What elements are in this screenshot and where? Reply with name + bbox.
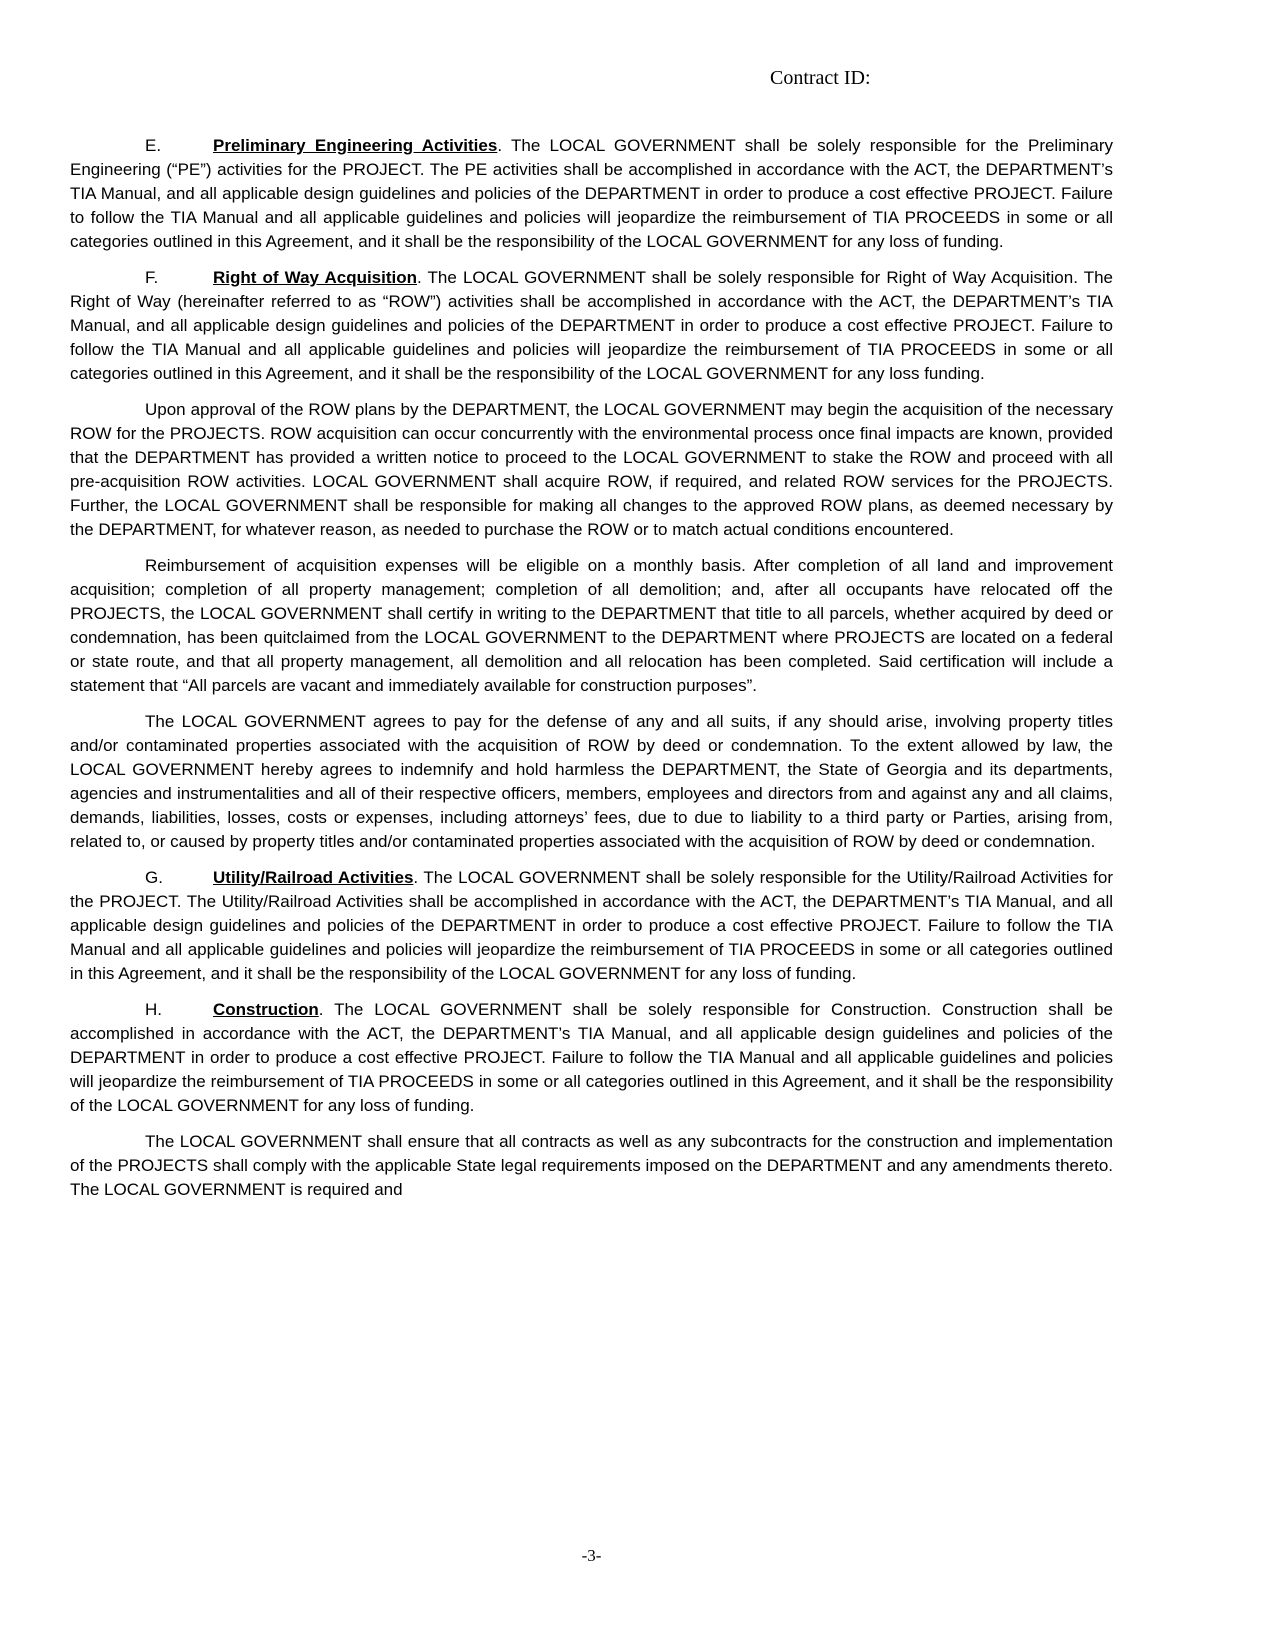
paragraph-text: The LOCAL GOVERNMENT shall be solely responsible for the Utility/Railroad Activities for the PROJECT. The Utility/Railroad Activities shall be accomplished in accordance with the ACT, the DEPARTMENT’s TIA Manual, and all applicable design guidelines and policies of the DEPARTMENT in order to produce a cost effective PROJECT. Failure to follow the TIA Manual and all applicable guidelines and policies will jeopardize the reimbursement of TIA PROCEEDS in some or all categories outlined in this Agreement, and it shall be the responsibility of the LOCAL GOVERNMENT for any loss of funding. [70,868,1113,983]
paragraph-text: Reimbursement of acquisition expenses will be eligible on a monthly basis. After completion of all land and improvement acquisition; completion of all property management; completion of all demolition; and, after all occupants have relocated off the PROJECTS, the LOCAL GOVERNMENT shall certify in writing to the DEPARTMENT that title to all parcels, whether acquired by deed or condemnation, has been quitclaimed from the LOCAL GOVERNMENT to the DEPARTMENT where PROJECTS are located on a federal or state route, and that all property management, all demolition and all relocation has been completed. Said certification will include a statement that “All parcels are vacant and immediately available for construction purposes”. [70,556,1113,695]
section-heading: Right of Way Acquisition [213,268,418,287]
section-heading: Preliminary Engineering Activities [213,136,498,155]
paragraph-text: The LOCAL GOVERNMENT shall be solely responsible for Construction. Construction shall be accomplished in accordance with the ACT, the DEPARTMENT’s TIA Manual, and all applicable design guidelines and policies of the DEPARTMENT in order to produce a cost effective PROJECT. Failure to follow the TIA Manual and all applicable guidelines and policies will jeopardize the reimbursement of TIA PROCEEDS in some or all categories outlined in this Agreement, and it shall be the responsibility of the LOCAL GOVERNMENT for any loss of funding. [70,1000,1113,1115]
paragraph: H. Construction. The LOCAL GOVERNMENT shall be solely responsible for Construction. Construction shall be accomplished in accordance with the ACT, the DEPARTMENT’s TIA Manual, and all applicable design guidelines and policies of the DEPARTMENT in order to produce a cost effective PROJECT. Failure to follow the TIA Manual and all applicable guidelines and policies will jeopardize the reimbursement of TIA PROCEEDS in some or all categories outlined in this Agreement, and it shall be the responsibility of the LOCAL GOVERNMENT for any loss of funding. [70,1000,1113,1115]
page-footer [70,1544,1113,1568]
paragraph: F. Right of Way Acquisition. The LOCAL GOVERNMENT shall be solely responsible for Right of Way Acquisition. The Right of Way (hereinafter referred to as “ROW”) activities shall be accomplished in accordance with the ACT, the DEPARTMENT’s TIA Manual, and all applicable design guidelines and policies of the DEPARTMENT in order to produce a cost effective PROJECT. Failure to follow the TIA Manual and all applicable guidelines and policies will jeopardize the reimbursement of TIA PROCEEDS in some or all categories outlined in this Agreement, and it shall be the responsibility of the LOCAL GOVERNMENT for any loss funding. [70,268,1113,383]
paragraph [70,554,1113,698]
page-header [770,66,1113,90]
paragraph-text: The LOCAL GOVERNMENT agrees to pay for the defense of any and all suits, if any should arise, involving property titles and/or contaminated properties associated with the acquisition of ROW by deed or condemnation. To the extent allowed by law, the LOCAL GOVERNMENT hereby agrees to indemnify and hold harmless the DEPARTMENT, the State of Georgia and its departments, agencies and instrumentalities and all of their respective officers, members, employees and directors from and against any and all claims, demands, liabilities, losses, costs or expenses, including attorneys’ fees, due to due to liability to a third party or Parties, arising from, related to, or caused by property titles and/or contaminated properties associated with the acquisition of ROW by deed or condemnation. [70,712,1113,851]
paragraph: G. Utility/Railroad Activities. The LOCAL GOVERNMENT shall be solely responsible for the Utility/Railroad Activities for the PROJECT. The Utility/Railroad Activities shall be accomplished in accordance with the ACT, the DEPARTMENT’s TIA Manual, and all applicable design guidelines and policies of the DEPARTMENT in order to produce a cost effective PROJECT. Failure to follow the TIA Manual and all applicable guidelines and policies will jeopardize the reimbursement of TIA PROCEEDS in some or all categories outlined in this Agreement, and it shall be the responsibility of the LOCAL GOVERNMENT for any loss of funding. [70,868,1113,983]
paragraph: E. Preliminary Engineering Activities. The LOCAL GOVERNMENT shall be solely responsible for the Preliminary Engineering (“PE”) activities for the PROJECT. The PE activities shall be accomplished in accordance with the ACT, the DEPARTMENT’s TIA Manual, and all applicable design guidelines and policies of the DEPARTMENT in order to produce a cost effective PROJECT. Failure to follow the TIA Manual and all applicable guidelines and policies will jeopardize the reimbursement of TIA PROCEEDS in some or all categories outlined in this Agreement, and it shall be the responsibility of the LOCAL GOVERNMENT for any loss of funding. [70,136,1113,251]
contract-id-label: Contract ID: [770,67,871,89]
document-body [70,134,1113,1202]
paragraph-text: Upon approval of the ROW plans by the DEPARTMENT, the LOCAL GOVERNMENT may begin the acquisition of the necessary ROW for the PROJECTS. ROW acquisition can occur concurrently with the environmental process once final impacts are known, provided that the DEPARTMENT has provided a written notice to proceed to the LOCAL GOVERNMENT to stake the ROW and proceed with all pre-acquisition ROW activities. LOCAL GOVERNMENT shall acquire ROW, if required, and related ROW services for the PROJECTS. Further, the LOCAL GOVERNMENT shall be responsible for making all changes to the approved ROW plans, as deemed necessary by the DEPARTMENT, for whatever reason, as needed to purchase the ROW or to match actual conditions encountered. [70,400,1113,539]
section-heading: Utility/Railroad Activities [213,868,414,887]
paragraph-letter: F. [145,268,159,287]
paragraph-letter: H. [145,1000,162,1019]
paragraph-letter: G. [145,868,163,887]
section-heading: Construction [213,1000,319,1019]
paragraph-text: The LOCAL GOVERNMENT shall be solely responsible for the Preliminary Engineering (“PE”) activities for the PROJECT. The PE activities shall be accomplished in accordance with the ACT, the DEPARTMENT’s TIA Manual, and all applicable design guidelines and policies of the DEPARTMENT in order to produce a cost effective PROJECT. Failure to follow the TIA Manual and all applicable guidelines and policies will jeopardize the reimbursement of TIA PROCEEDS in some or all categories outlined in this Agreement, and it shall be the responsibility of the LOCAL GOVERNMENT for any loss of funding. [70,136,1113,251]
paragraph-letter: E. [145,136,162,155]
paragraph-text: The LOCAL GOVERNMENT shall be solely responsible for Right of Way Acquisition. The Right of Way (hereinafter referred to as “ROW”) activities shall be accomplished in accordance with the ACT, the DEPARTMENT’s TIA Manual, and all applicable design guidelines and policies of the DEPARTMENT in order to produce a cost effective PROJECT. Failure to follow the TIA Manual and all applicable guidelines and policies will jeopardize the reimbursement of TIA PROCEEDS in some or all categories outlined in this Agreement, and it shall be the responsibility of the LOCAL GOVERNMENT for any loss funding. [70,268,1113,383]
page-number: -3- [581,1546,602,1565]
paragraph [70,398,1113,542]
paragraph-text: The LOCAL GOVERNMENT shall ensure that all contracts as well as any subcontracts for the construction and implementation of the PROJECTS shall comply with the applicable State legal requirements imposed on the DEPARTMENT and any amendments thereto. The LOCAL GOVERNMENT is required and [70,1132,1113,1199]
paragraph [70,710,1113,854]
paragraph [70,1130,1113,1202]
